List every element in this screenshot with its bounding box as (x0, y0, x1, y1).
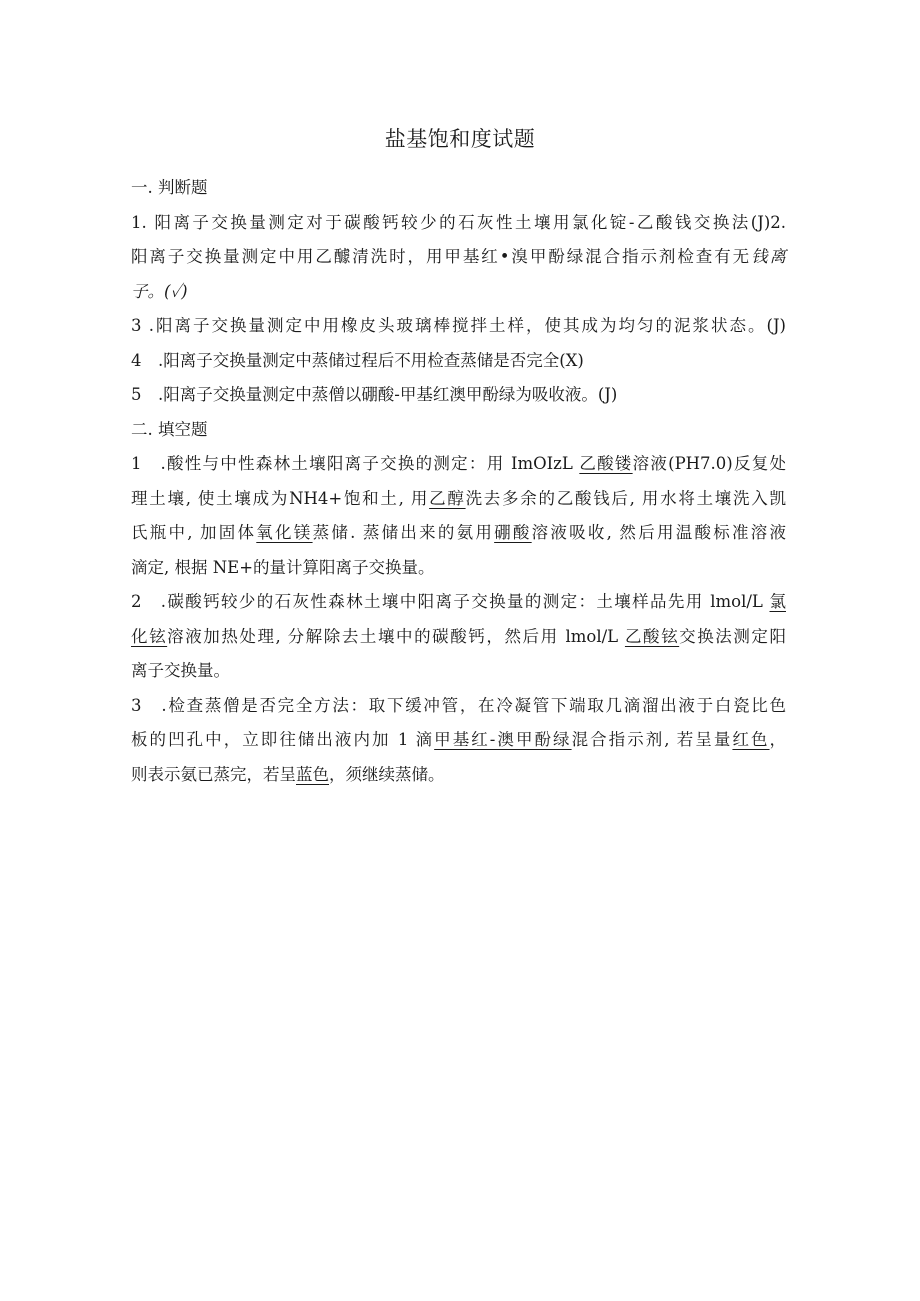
section-heading-fill: 二. 填空题 (131, 419, 208, 439)
judgment-line-2-italic: 钱离 (751, 247, 786, 266)
fill-text: 则表示氨已蒸完，若呈 (131, 764, 296, 784)
fill-answer: 甲基红-澳甲酚绿 (434, 730, 572, 749)
fill-q1-line-2 (131, 482, 786, 517)
document-body (131, 171, 786, 792)
judgment-line-3 (131, 275, 786, 310)
fill-q3-line-3 (131, 758, 786, 793)
fill-q2-line-3: 离子交换量。 (131, 661, 230, 680)
fill-text: 溶液加热处理, 分解除去土壤中的碳酸钙，然后用 lmol/L (167, 626, 625, 646)
fill-answer: 乙酸镂 (579, 454, 633, 473)
fill-answer: 蓝色 (296, 764, 329, 784)
section-heading-judgment: 一. 判断题 (131, 178, 208, 197)
judgment-line-2-text: 阳离子交换量测定中用乙醵清洗时，用甲基红•溴甲酚绿混合指示剂检查有无 (131, 247, 752, 266)
fill-answer: 乙酸铉 (624, 626, 680, 646)
fill-q2-line-1 (131, 585, 786, 620)
fill-answer: 乙醇 (429, 488, 466, 508)
fill-q2-line-2 (131, 620, 786, 655)
fill-answer: 氯 (769, 592, 786, 611)
judgment-line-5: 4 .阳离子交换量测定中蒸储过程后不用检查蒸储是否完全(X) (131, 350, 584, 370)
fill-text: 交换法测定阳 (679, 626, 787, 646)
fill-q1-line-4: 滴定, 根据 NE+的量计算阳离子交换量。 (131, 557, 435, 577)
fill-text: 2 .碳酸钙较少的石灰性森林土壤中阳离子交换量的测定：土壤样品先用 lmol/L (131, 592, 770, 611)
fill-text: ， (769, 730, 787, 749)
fill-answer: 氧化镁 (256, 523, 313, 542)
fill-q1-line-1 (131, 447, 786, 482)
fill-text: 洗去多余的乙酸钱后, 用水将土壤洗入凯 (465, 488, 786, 508)
fill-text: 溶液(PH7.0)反复处 (632, 454, 787, 473)
fill-text: 蒸储. 蒸储出来的氨用 (312, 523, 495, 542)
judgment-line-3-italic: 子。(✓) (131, 281, 188, 301)
fill-text: ，须继续蒸储。 (329, 764, 445, 784)
fill-text: 板的凹孔中，立即往储出液内加 1 滴 (131, 730, 435, 749)
fill-answer: 硼酸 (494, 523, 532, 542)
fill-text: 混合指示剂, 若呈量 (571, 730, 733, 749)
fill-answer: 红色 (732, 730, 770, 749)
judgment-line-6: 5 .阳离子交换量测定中蒸僧以硼酸-甲基红澳甲酚绿为吸收液。(J) (131, 385, 618, 404)
judgment-line-2 (131, 240, 786, 275)
fill-q3-line-1: 3 .检查蒸僧是否完全方法：取下缓冲管，在冷凝管下端取几滴溜出液于白瓷比色 (131, 695, 786, 715)
fill-answer: 化铉 (131, 626, 168, 646)
fill-q3-line-2 (131, 723, 786, 758)
fill-text: 1 .酸性与中性森林土壤阳离子交换的测定：用 ImOIzL (131, 454, 580, 473)
fill-text: 氏瓶中, 加固体 (131, 523, 257, 542)
judgment-line-1: 1. 阳离子交换量测定对于碳酸钙较少的石灰性土壤用氯化锭-乙酸钱交换法(J)2. (131, 212, 786, 232)
fill-text: 理土壤, 使土壤成为NH4+饱和土, 用 (131, 488, 430, 508)
page-title: 盐基饱和度试题 (384, 127, 536, 151)
fill-q1-line-3 (131, 516, 786, 551)
judgment-line-4: 3 .阳离子交换量测定中用橡皮头玻璃棒搅拌土样，使其成为均匀的泥浆状态。(J) (131, 316, 786, 335)
fill-text: 溶液吸收, 然后用温酸标准溶液 (531, 523, 786, 542)
